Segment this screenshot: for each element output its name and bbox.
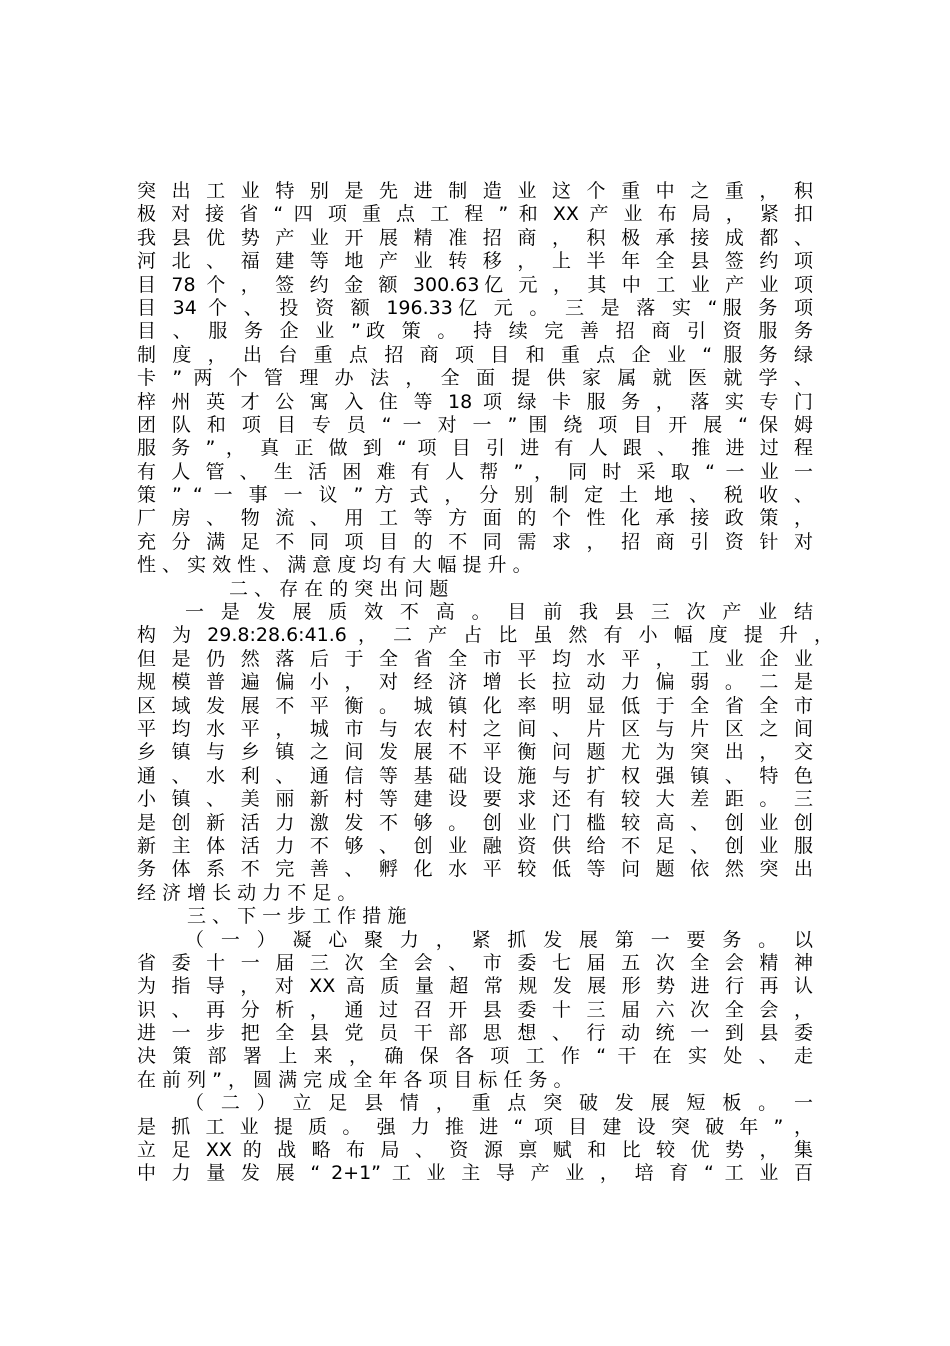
text-line: 二 、 存 在 的 突 出 问 题 — [229, 577, 449, 600]
text-line: 经 济 增 长 动 力 不 足 。 — [137, 881, 357, 904]
text-line: 区 域 发 展 不 平 衡 。 城 镇 化 率 明 显 低 于 全 省 全 市 — [137, 694, 813, 717]
text-line: 决 策 部 署 上 来 ， 确 保 各 项 工 作 “ 干 在 实 处 、 走 — [137, 1045, 813, 1068]
text-line: 服 务 ” ， 真 正 做 到 “ 项 目 引 进 有 人 跟 、 推 进 过 程 — [137, 437, 813, 460]
text-line: 务 体 系 不 完 善 、 孵 化 水 平 较 低 等 问 题 依 然 突 出 — [137, 858, 813, 881]
text-line: 一 是 发 展 质 效 不 高 。 目 前 我 县 三 次 产 业 结 — [185, 601, 813, 624]
text-line: 极 对 接 省 “ 四 项 重 点 工 程 ” 和 XX 产 业 布 局 ， 紧 扣 — [137, 203, 813, 226]
text-line: 充 分 满 足 不 同 项 目 的 不 同 需 求 ， 招 商 引 资 针 对 — [137, 530, 813, 553]
text-line: 规 模 普 遍 偏 小 ， 对 经 济 增 长 拉 动 力 偏 弱 。 二 是 — [137, 671, 813, 694]
text-line: 是 抓 工 业 提 质 。 强 力 推 进 “ 项 目 建 设 突 破 年 ” ， — [137, 1115, 813, 1138]
text-line: 立 足 XX 的 战 略 布 局 、 资 源 禀 赋 和 比 较 优 势 ， 集 — [137, 1139, 813, 1162]
text-line: 是 创 新 活 力 激 发 不 够 。 创 业 门 槛 较 高 、 创 业 创 — [137, 811, 813, 834]
text-line: 通 、 水 利 、 通 信 等 基 础 设 施 与 扩 权 强 镇 、 特 色 — [137, 764, 813, 787]
text-line: 识 、 再 分 析 ， 通 过 召 开 县 委 十 三 届 六 次 全 会 ， — [137, 998, 813, 1021]
text-line: 乡 镇 与 乡 镇 之 间 发 展 不 平 衡 问 题 尤 为 突 出 ， 交 — [137, 741, 813, 764]
text-line: 进 一 步 把 全 县 党 员 干 部 思 想 、 行 动 统 一 到 县 委 — [137, 1022, 813, 1045]
text-line: 省 委 十 一 届 三 次 全 会 、 市 委 七 届 五 次 全 会 精 神 — [137, 951, 813, 974]
text-line: 新 主 体 活 力 不 够 、 创 业 融 资 供 给 不 足 、 创 业 服 — [137, 834, 813, 857]
text-line: 梓 州 英 才 公 寓 入 住 等 18 项 绿 卡 服 务 ， 落 实 专 门 — [137, 390, 813, 413]
body-text — [137, 180, 833, 1186]
text-line: 构 为 29.8:28.6:41.6 ， 二 产 占 比 虽 然 有 小 幅 度 提 升 ， — [137, 624, 833, 647]
text-line: 卡 ” 两 个 管 理 办 法 ， 全 面 提 供 家 属 就 医 就 学 、 — [137, 367, 813, 390]
text-line: 策 ” “ 一 事 一 议 ” 方 式 ， 分 别 制 定 土 地 、 税 收 、 — [137, 484, 813, 507]
text-line: 制 度 ， 出 台 重 点 招 商 项 目 和 重 点 企 业 “ 服 务 绿 — [137, 343, 813, 366]
text-line: 我 县 优 势 产 业 开 展 精 准 招 商 ， 积 极 承 接 成 都 、 — [137, 226, 813, 249]
text-line: 有 人 管 、 生 活 困 难 有 人 帮 ” ， 同 时 采 取 “ 一 业 一 — [137, 460, 813, 483]
text-line: 目 78 个 ， 签 约 金 额 300.63亿 元 ， 其 中 工 业 产 业 项 — [137, 273, 813, 296]
text-line: 性 、 实 效 性 、 满 意 度 均 有 大 幅 提 升 。 — [137, 554, 532, 577]
text-line: 为 指 导 ， 对 XX 高 质 量 超 常 规 发 展 形 势 进 行 再 认 — [137, 975, 813, 998]
text-line: 目 34 个 、 投 资 额 196.33亿 元 。 三 是 落 实 “服 务 项 — [137, 296, 813, 319]
text-line: 目 、 服 务 企 业 ”政 策 。 持 续 完 善 招 商 引 资 服 务 — [137, 320, 813, 343]
text-line: （ 二 ） 立 足 县 情 ， 重 点 突 破 发 展 短 板 。 一 — [185, 1092, 813, 1115]
text-line: 河 北 、 福 建 等 地 产 业 转 移 ， 上 半 年 全 县 签 约 项 — [137, 250, 813, 273]
text-line: 中 力 量 发 展 “ 2+1” 工 业 主 导 产 业 ， 培 育 “ 工 业 百 — [137, 1162, 813, 1185]
text-line: 但 是 仍 然 落 后 于 全 省 全 市 平 均 水 平 ， 工 业 企 业 — [137, 647, 813, 670]
text-line: 平 均 水 平 ， 城 市 与 农 村 之 间 、 片 区 与 片 区 之 间 — [137, 717, 813, 740]
text-line: 在 前 列 ” ， 圆 满 完 成 全 年 各 项 目 标 任 务 。 — [137, 1068, 573, 1091]
text-line: 三 、 下 一 步 工 作 措 施 — [187, 905, 407, 928]
text-line: 团 队 和 项 目 专 员 “ 一 对 一 ” 围 绕 项 目 开 展 “ 保 姆 — [137, 413, 813, 436]
text-line: 厂 房 、 物 流 、 用 工 等 方 面 的 个 性 化 承 接 政 策 ， — [137, 507, 813, 530]
text-line: 小 镇 、 美 丽 新 村 等 建 设 要 求 还 有 较 大 差 距 。 三 — [137, 788, 813, 811]
text-line: 突 出 工 业 特 别 是 先 进 制 造 业 这 个 重 中 之 重 ， 积 — [137, 180, 813, 202]
text-line: （ 一 ） 凝 心 聚 力 ， 紧 抓 发 展 第 一 要 务 。 以 — [185, 928, 813, 951]
